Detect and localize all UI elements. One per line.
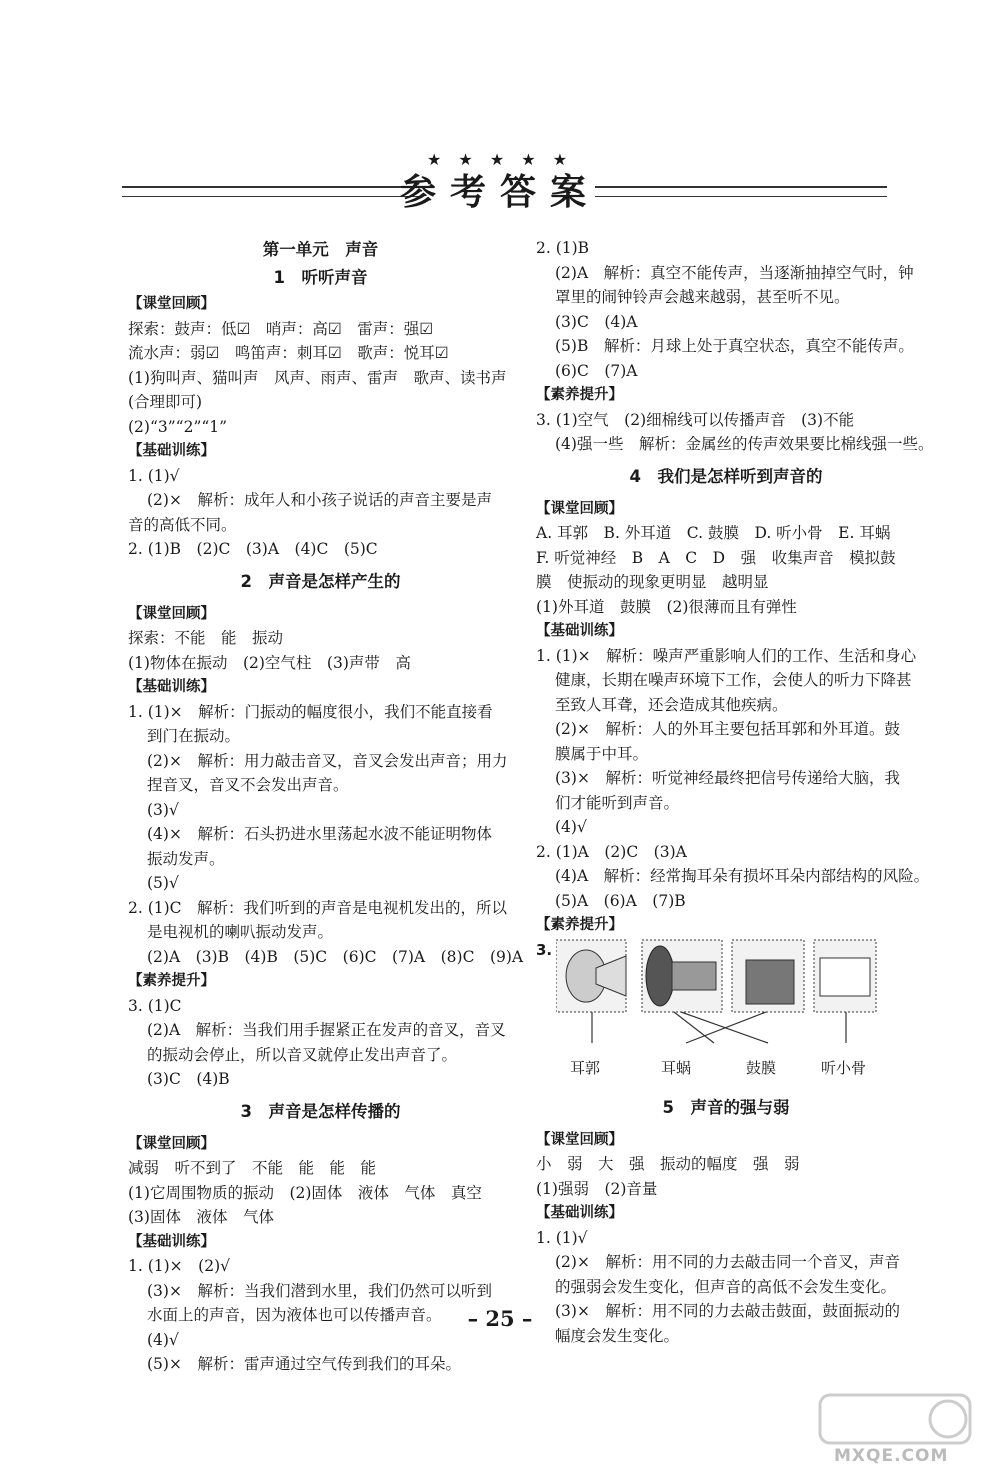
left-column-line: (2)× 解析：成年人和小孩子说话的声音主要是声: [147, 491, 492, 509]
right-column-line: 4 我们是怎样听到声音的: [629, 466, 823, 486]
right-column-line: 的强弱会发生变化，但声音的高低不会发生变化。: [555, 1277, 897, 1296]
left-column-line: 【基础训练】: [128, 443, 215, 459]
ear-matching-figure: [536, 938, 916, 1088]
left-column-line: 【基础训练】: [128, 1233, 215, 1250]
left-column-line: 水面上的声音，因为液体也可以传播声音。: [147, 1306, 442, 1324]
right-column-line: (4)强一些 解析：金属丝的传声效果要比棉线强一些。: [555, 435, 934, 453]
left-column-line: 是电视机的喇叭振动发声。: [147, 923, 334, 941]
right-column-line: (1)外耳道 鼓膜 (2)很薄而且有弹性: [536, 597, 797, 616]
left-column-line: 【课堂回顾】: [128, 605, 215, 622]
watermark-text: MXQE.COM: [834, 1446, 949, 1466]
right-column-line: 幅度会发生变化。: [555, 1326, 680, 1345]
right-column-line: (3)× 解析：用不同的力去敲击鼓面，鼓面振动的: [555, 1302, 900, 1320]
right-column-line: 膜 使振动的现象更明显 越明显: [536, 573, 769, 591]
star-decoration: ★ ★ ★ ★ ★: [426, 150, 574, 169]
right-column-line: 膜属于中耳。: [555, 744, 649, 763]
left-column-line: (4)√: [147, 1330, 179, 1349]
right-column-line: F. 听觉神经 B A C D 强 收集声音 模拟鼓: [536, 548, 896, 567]
figure-number: 3.: [536, 940, 553, 959]
left-column-line: (2)A 解析：当我们用手握紧正在发声的音叉，音叉: [147, 1021, 506, 1039]
right-column-line: 【素养提升】: [536, 917, 623, 933]
left-column-line: (合理即可): [128, 393, 203, 411]
label-cochlea: 耳蜗: [661, 1058, 692, 1077]
left-column-line: (3)√: [147, 800, 179, 819]
right-column-line: 小 弱 大 强 振动的幅度 强 弱: [536, 1155, 800, 1173]
left-column-line: 的振动会停止，所以音叉就停止发出声音了。: [147, 1045, 458, 1064]
right-column-line: 【基础训练】: [536, 1205, 623, 1221]
page-title: 参考答案: [399, 172, 600, 213]
left-column-line: 到门在振动。: [147, 727, 241, 745]
left-column-line: (5)√: [147, 874, 179, 892]
left-column-line: 1. (1)× 解析：门振动的幅度很小，我们不能直接看: [128, 702, 493, 721]
right-column-line: (2)× 解析：人的外耳主要包括耳郭和外耳道。鼓: [555, 720, 900, 738]
left-column-line: (2)× 解析：用力敲击音叉，音叉会发出声音；用力: [147, 751, 508, 770]
left-column-line: 探索：不能 能 振动: [128, 629, 284, 647]
left-column-line: (2)A (3)B (4)B (5)C (6)C (7)A (8)C (9)A: [147, 947, 524, 966]
right-column-line: 【素养提升】: [536, 387, 623, 403]
right-column-line: 健康，长期在噪声环境下工作，会使人的听力下降甚: [555, 671, 912, 689]
right-column-line: (4)√: [555, 818, 587, 836]
right-column-line: (4)A 解析：经常掏耳朵有损坏耳朵内部结构的风险。: [555, 867, 930, 885]
right-column-line: (3)× 解析：听觉神经最终把信号传递给大脑，我: [555, 769, 900, 787]
right-column: [536, 236, 934, 1348]
left-column-line: 2. (1)B (2)C (3)A (4)C (5)C: [128, 540, 378, 558]
left-column-line: 振动发声。: [147, 849, 225, 868]
left-column-line: (3)固体 液体 气体: [128, 1208, 274, 1226]
left-column-line: 捏音叉，音叉不会发出声音。: [147, 776, 349, 794]
left-column-line: 3. (1)C: [128, 996, 182, 1015]
left-column-line: 探索：鼓声：低☑ 哨声：高☑ 雷声：强☑: [128, 319, 434, 338]
label-eardrum: 鼓膜: [746, 1058, 777, 1077]
left-column-line: 减弱 听不到了 不能 能 能 能: [128, 1159, 377, 1177]
left-column-line: 【基础训练】: [128, 679, 215, 695]
left-column-line: 【素养提升】: [128, 973, 215, 989]
right-column-line: 5 声音的强与弱: [662, 1097, 790, 1117]
right-column-line: 2. (1)B: [536, 239, 590, 257]
left-column-line: 第一单元 声音: [262, 240, 379, 259]
right-column-line: 3. (1)空气 (2)细棉线可以传播声音 (3)不能: [536, 410, 855, 429]
right-column-line: 2. (1)A (2)C (3)A: [536, 842, 687, 861]
right-column-line: (5)B 解析：月球上处于真空状态，真空不能传声。: [555, 337, 914, 355]
left-column-line: (5)× 解析：雷声通过空气传到我们的耳朵。: [147, 1355, 461, 1373]
left-column-line: 音的高低不同。: [128, 515, 237, 534]
left-column-line: 1. (1)√: [128, 466, 180, 485]
right-column-line: 至致人耳聋，还会造成其他疾病。: [555, 695, 788, 714]
left-column-line: 【课堂回顾】: [128, 1135, 215, 1152]
left-column-line: 1 听听声音: [273, 268, 368, 287]
left-column-line: (2)“3”“2”“1”: [128, 417, 228, 436]
left-column-line: (4)× 解析：石头扔进水里荡起水波不能证明物体: [147, 825, 492, 843]
left-column-line: (1)狗叫声、猫叫声 风声、雨声、雷声 歌声、读书声: [128, 368, 507, 387]
right-column-line: 罩里的闹钟铃声会越来越弱，甚至听不见。: [555, 288, 850, 306]
right-column-line: 1. (1)× 解析：噪声严重影响人们的工作、生活和身心: [536, 646, 917, 665]
right-column-line: 1. (1)√: [536, 1228, 588, 1247]
label-ossicles: 听小骨: [821, 1058, 867, 1077]
left-column-line: (3)C (4)B: [147, 1070, 230, 1088]
right-column-line: (2)A 解析：真空不能传声，当逐渐抽掉空气时，钟: [555, 263, 914, 282]
right-column-line: (6)C (7)A: [555, 361, 638, 380]
right-column-line: 【课堂回顾】: [536, 1131, 623, 1148]
left-column-line: (1)它周围物质的振动 (2)固体 液体 气体 真空: [128, 1183, 482, 1202]
left-column-line: 3 声音是怎样传播的: [240, 1101, 401, 1121]
right-column-line: 【基础训练】: [536, 623, 623, 639]
right-column-line: (5)A (6)A (7)B: [555, 891, 686, 910]
left-column-line: 2 声音是怎样产生的: [240, 571, 401, 591]
page-header: [0, 150, 1000, 220]
left-column-line: 2. (1)C 解析：我们听到的声音是电视机发出的，所以: [128, 898, 508, 917]
left-column: [128, 236, 524, 1377]
left-column-line: 1. (1)× (2)√: [128, 1257, 230, 1275]
left-column-line: 流水声：弱☑ 鸣笛声：刺耳☑ 歌声：悦耳☑: [128, 344, 449, 362]
left-column-line: 【课堂回顾】: [128, 296, 215, 312]
title-rule-right: [595, 186, 887, 197]
right-column-line: 【课堂回顾】: [536, 500, 623, 517]
page-number: – 25 –: [467, 1306, 533, 1331]
right-column-top: [536, 236, 934, 938]
right-column-line: (1)强弱 (2)音量: [536, 1179, 658, 1198]
right-column-line: 们才能听到声音。: [555, 793, 680, 812]
right-column-line: A. 耳郭 B. 外耳道 C. 鼓膜 D. 听小骨 E. 耳蜗: [536, 524, 891, 542]
label-auricle: 耳郭: [570, 1058, 601, 1077]
right-column-line: (2)× 解析：用不同的力去敲击同一个音叉，声音: [555, 1253, 900, 1271]
left-column-line: (1)物体在振动 (2)空气柱 (3)声带 高: [128, 653, 411, 672]
left-column-line: (3)× 解析：当我们潜到水里，我们仍然可以听到: [147, 1281, 492, 1300]
right-column-line: (3)C (4)A: [555, 312, 638, 331]
